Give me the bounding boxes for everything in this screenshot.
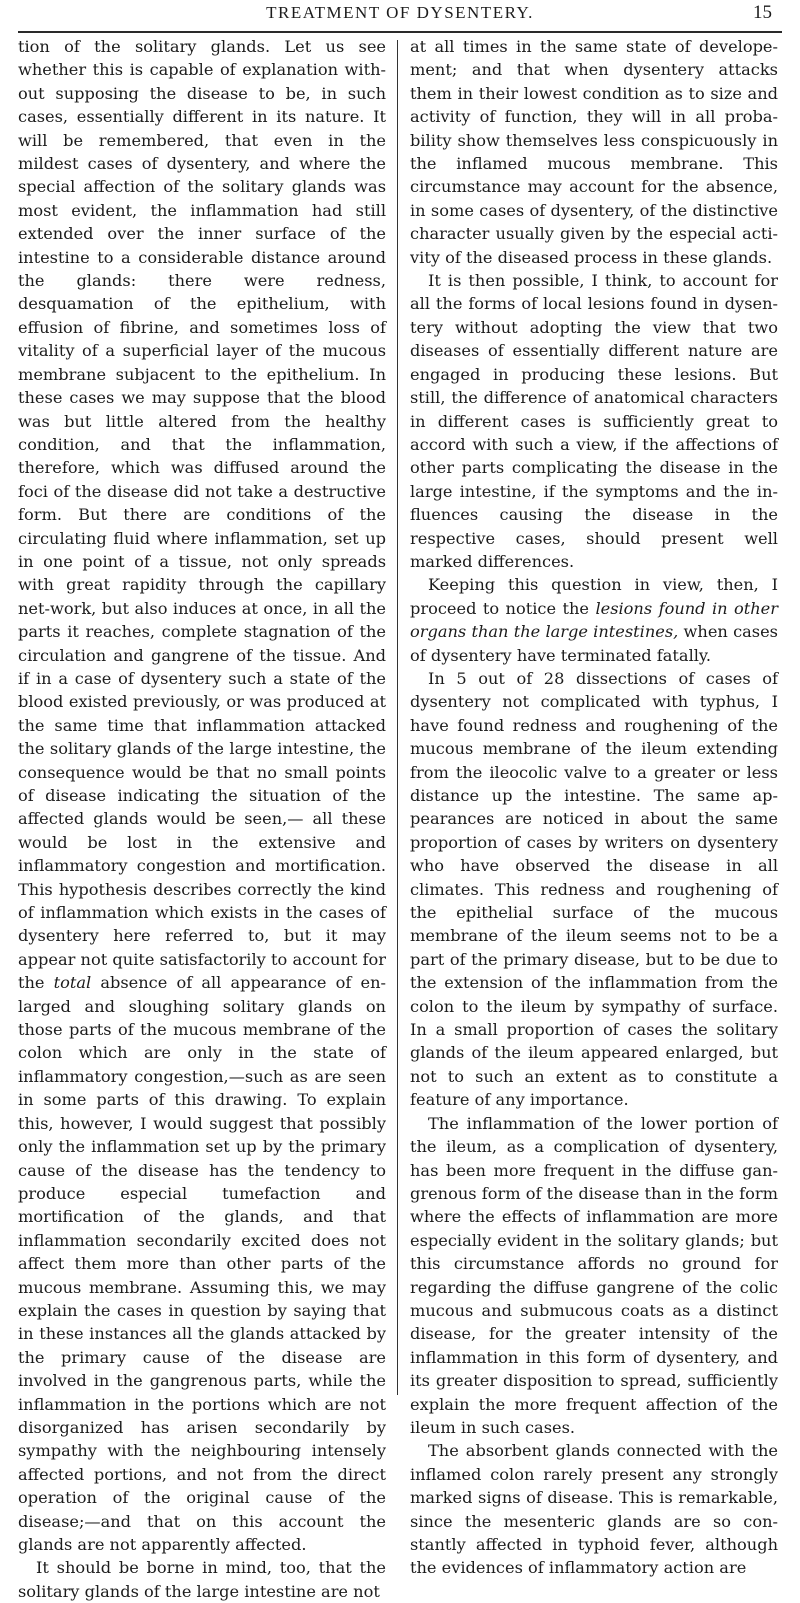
right-paragraph-6: The absorbent glands connected with the inflamed colon rarely present any strongly marked signs of disease. This is remarkable, since the mesenteric glands are so constantly affected in typhoid fever, although the evidences of inflammatory action are xyxy=(410,1441,778,1578)
right-paragraph-3 xyxy=(410,573,778,667)
left-column xyxy=(18,35,386,1603)
left-paragraph-1-text-a: tion of the solitary glands. Let us see whether this is capable of explanation without supposing the disease to be, in such cases, essentially different in its nature. It will be remembered, that even in the mildest cases of dysentery, and where the special affection of the solitary glands was most evident, the inflammation had still extended over the inner surface of the intestine to a considerable distance around the glands: there were redness, desquamation of the epithelium, with effusion of fibrine, and sometimes loss of vitality of a superficial layer of the mucous membrane subjacent to the epithelium. In these cases we may suppose that the blood was but little altered from the healthy condition, and that the inflammation, therefore, which was diffused around the foci of the disease did not take a destructive form. But there are conditions of the circulating fluid where inflammation, set up in one point of a tissue, not only spreads with great rapidity through the capillary net-work, but also induces at once, in all the parts it reaches, complete stagnation of the circulation and gangrene of the tissue. And if in a case of dysentery such a state of the blood existed previously, or was produced at the same time that inflammation attacked the solitary glands of the large intestine, the consequence would be that no small points of disease indicating the situation of the affected glands would be seen,— all these would be lost in the extensive and inflammatory congestion and mortification. This hypothesis describes correctly the kind of inflammation which exists in the cases of dysentery here referred to, but it may appear not quite satisfactorily to account for the xyxy=(18,37,386,993)
left-paragraph-1 xyxy=(18,35,386,1556)
right-paragraph-5: The inflammation of the lower portion of the ileum, as a complication of dysentery, has been more frequent in the diffuse gangrenous form of the disease than in the form where the effects of inflammation are more especially evident in the solitary glands; but this circumstance affords no ground for regarding the diffuse gangrene of the colic mucous and submucous coats as a distinct disease, for the greater intensity of the inflammation in this form of dysentery, and its greater disposition to spread, sufficiently explain the more frequent affection of the ileum in such cases. xyxy=(410,1113,778,1437)
right-paragraph-2: It is then possible, I think, to account for all the forms of local lesions found in dysentery without adopting the view that two diseases of essentially different nature are engaged in producing these lesions. But still, the difference of anatomical characters in different cases is sufficiently great to accord with such a view, if the affections of other parts complicating the disease in the large intestine, if the symptoms and the influences causing the disease in the respective cases, should present well marked differences. xyxy=(410,271,778,571)
right-column xyxy=(410,35,778,1580)
left-paragraph-1-emphasis: total xyxy=(53,973,92,993)
left-paragraph-2: It should be borne in mind, too, that the solitary glands of the large intestine are not xyxy=(18,1558,386,1601)
right-paragraph-3-text-b: when cases of dysentery have terminated fatally. xyxy=(410,622,778,665)
running-head: TREATMENT OF DYSENTERY. xyxy=(266,3,534,22)
right-paragraph-4: In 5 out of 28 dissections of cases of dysentery not complicated with typhus, I have found redness and roughening of the mucous membrane of the ileum extending from the ileocolic valve to a greater or less distance up the intestine. The same appearances are noticed in about the same proportion of cases by writers on dysentery who have observed the disease in all climates. This redness and roughening of the epithelial surface of the mucous membrane of the ileum seems not to be a part of the primary disease, but to be due to the extension of the inflammation from the colon to the ileum by sympathy of surface. In a small proportion of cases the solitary glands of the ileum appeared enlarged, but not to such an extent as to constitute a feature of any importance. xyxy=(410,668,778,1110)
page-number: 15 xyxy=(753,2,772,23)
column-divider xyxy=(397,40,398,1395)
right-paragraph-1: at all times in the same state of developement; and that when dysentery attacks them in their lowest condition as to size and activity of function, they will in all probability show themselves less conspicuously in the inflamed mucous membrane. This circumstance may account for the absence, in some cases of dysentery, of the distinctive character usually given by the especial activity of the diseased process in these glands. xyxy=(410,37,778,267)
right-paragraph-3-text-a: Keeping this question in view, then, I proceed to notice the xyxy=(410,575,778,618)
header-rule xyxy=(18,31,782,33)
page-header xyxy=(0,0,800,34)
left-paragraph-1-text-b: absence of all appearance of enlarged and sloughing solitary glands on those parts of the mucous membrane of the colon which are only in the state of inflammatory congestion,—such as are seen in some parts of this drawing. To explain this, however, I would suggest that possibly only the inflammation set up by the primary cause of the disease has the tendency to produce especial tumefaction and mortification of the glands, and that inflammation secondarily excited does not affect them more than other parts of the mucous membrane. Assuming this, we may explain the cases in question by saying that in these instances all the glands attacked by the primary cause of the disease are involved in the gangrenous parts, while the inflammation in the portions which are not disorganized has arisen secondarily by sympathy with the neighbouring intensely affected portions, and not from the direct operation of the original cause of the disease;—and that on this account the glands are not apparently affected. xyxy=(18,973,386,1554)
right-paragraph-3-emphasis: lesions found in other organs than the large intestines, xyxy=(410,598,779,642)
